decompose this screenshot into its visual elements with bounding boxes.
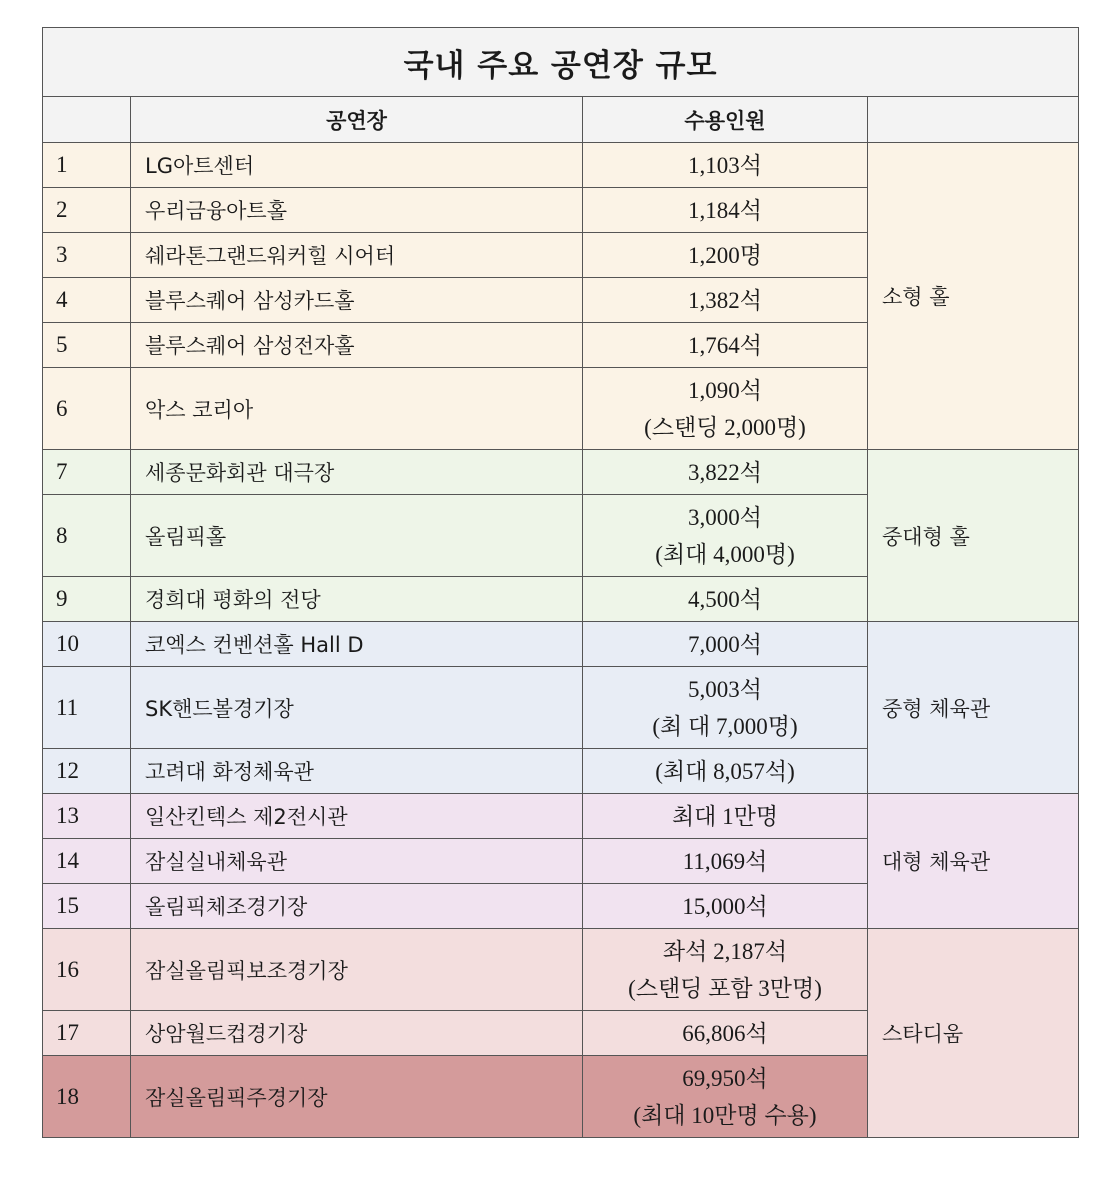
row-number: 9 [43, 577, 131, 622]
venue-name: 우리금융아트홀 [131, 188, 583, 233]
venue-name: LG아트센터 [131, 143, 583, 188]
venue-name: 악스 코리아 [131, 368, 583, 450]
table-title: 국내 주요 공연장 규모 [43, 28, 1079, 97]
capacity-line: 15,000석 [682, 893, 768, 919]
capacity-line: 69,950석 [682, 1065, 768, 1091]
row-number: 13 [43, 794, 131, 839]
venue-name: 고려대 화정체육관 [131, 749, 583, 794]
capacity-cell [583, 323, 868, 368]
capacity-line: 좌석 2,187석 [662, 938, 788, 964]
capacity-note: (스탠딩 2,000명) [644, 414, 806, 440]
table-row [43, 143, 1079, 188]
venue-name: 경희대 평화의 전당 [131, 577, 583, 622]
capacity-line: 4,500석 [688, 586, 762, 612]
capacity-cell [583, 1011, 868, 1056]
row-number: 8 [43, 495, 131, 577]
row-number: 18 [43, 1056, 131, 1138]
capacity-cell [583, 839, 868, 884]
row-number: 11 [43, 667, 131, 749]
venue-name: 상암월드컵경기장 [131, 1011, 583, 1056]
capacity-note: (최대 4,000명) [655, 541, 795, 567]
row-number: 7 [43, 450, 131, 495]
venue-name: 세종문화회관 대극장 [131, 450, 583, 495]
venue-name: 올림픽홀 [131, 495, 583, 577]
category-midlarge-hall: 중대형 홀 [868, 450, 1079, 622]
venue-capacity-table [42, 27, 1079, 1138]
header-venue: 공연장 [131, 97, 583, 143]
capacity-line: 1,184석 [688, 197, 762, 223]
header-number [43, 97, 131, 143]
venue-name: 블루스퀘어 삼성전자홀 [131, 323, 583, 368]
capacity-line: 66,806석 [682, 1020, 768, 1046]
row-number: 6 [43, 368, 131, 450]
venue-name: SK핸드볼경기장 [131, 667, 583, 749]
row-number: 17 [43, 1011, 131, 1056]
venue-name: 올림픽체조경기장 [131, 884, 583, 929]
capacity-line: 3,000석 [688, 504, 762, 530]
row-number: 2 [43, 188, 131, 233]
capacity-line: (최대 8,057석) [655, 758, 795, 784]
venue-name: 코엑스 컨벤션홀 Hall D [131, 622, 583, 667]
capacity-line: 1,090석 [688, 377, 762, 403]
row-number: 4 [43, 278, 131, 323]
capacity-cell [583, 577, 868, 622]
row-number: 16 [43, 929, 131, 1011]
venue-name: 잠실실내체육관 [131, 839, 583, 884]
category-small-hall: 소형 홀 [868, 143, 1079, 450]
capacity-note: (최대 10만명 수용) [633, 1102, 817, 1128]
table-row [43, 794, 1079, 839]
table-row [43, 450, 1079, 495]
capacity-cell [583, 667, 868, 749]
capacity-cell [583, 278, 868, 323]
table-row [43, 622, 1079, 667]
capacity-note: (최 대 7,000명) [652, 713, 798, 739]
table-row [43, 929, 1079, 1011]
capacity-cell [583, 794, 868, 839]
row-number: 10 [43, 622, 131, 667]
header-row [43, 97, 1079, 143]
capacity-line: 11,069석 [682, 848, 768, 874]
capacity-cell [583, 450, 868, 495]
capacity-line: 3,822석 [688, 459, 762, 485]
row-number: 12 [43, 749, 131, 794]
row-number: 5 [43, 323, 131, 368]
capacity-line: 5,003석 [688, 676, 762, 702]
capacity-cell [583, 622, 868, 667]
capacity-cell [583, 368, 868, 450]
header-capacity: 수용인원 [583, 97, 868, 143]
row-number: 15 [43, 884, 131, 929]
capacity-line: 최대 1만명 [671, 803, 779, 829]
row-number: 3 [43, 233, 131, 278]
capacity-cell [583, 188, 868, 233]
capacity-cell [583, 495, 868, 577]
capacity-cell [583, 749, 868, 794]
capacity-cell [583, 1056, 868, 1138]
category-mid-gym: 중형 체육관 [868, 622, 1079, 794]
venue-name: 블루스퀘어 삼성카드홀 [131, 278, 583, 323]
row-number: 14 [43, 839, 131, 884]
category-stadium: 스타디움 [868, 929, 1079, 1138]
capacity-line: 1,200명 [688, 242, 762, 268]
capacity-cell [583, 929, 868, 1011]
capacity-line: 1,764석 [688, 332, 762, 358]
venue-name: 잠실올림픽보조경기장 [131, 929, 583, 1011]
capacity-cell [583, 884, 868, 929]
capacity-line: 1,103석 [688, 152, 762, 178]
venue-name: 일산킨텍스 제2전시관 [131, 794, 583, 839]
row-number: 1 [43, 143, 131, 188]
header-category [868, 97, 1079, 143]
venue-name: 잠실올림픽주경기장 [131, 1056, 583, 1138]
capacity-line: 7,000석 [688, 631, 762, 657]
capacity-cell [583, 143, 868, 188]
capacity-line: 1,382석 [688, 287, 762, 313]
category-large-gym: 대형 체육관 [868, 794, 1079, 929]
venue-name: 쉐라톤그랜드워커힐 시어터 [131, 233, 583, 278]
capacity-cell [583, 233, 868, 278]
capacity-note: (스탠딩 포함 3만명) [628, 975, 822, 1001]
